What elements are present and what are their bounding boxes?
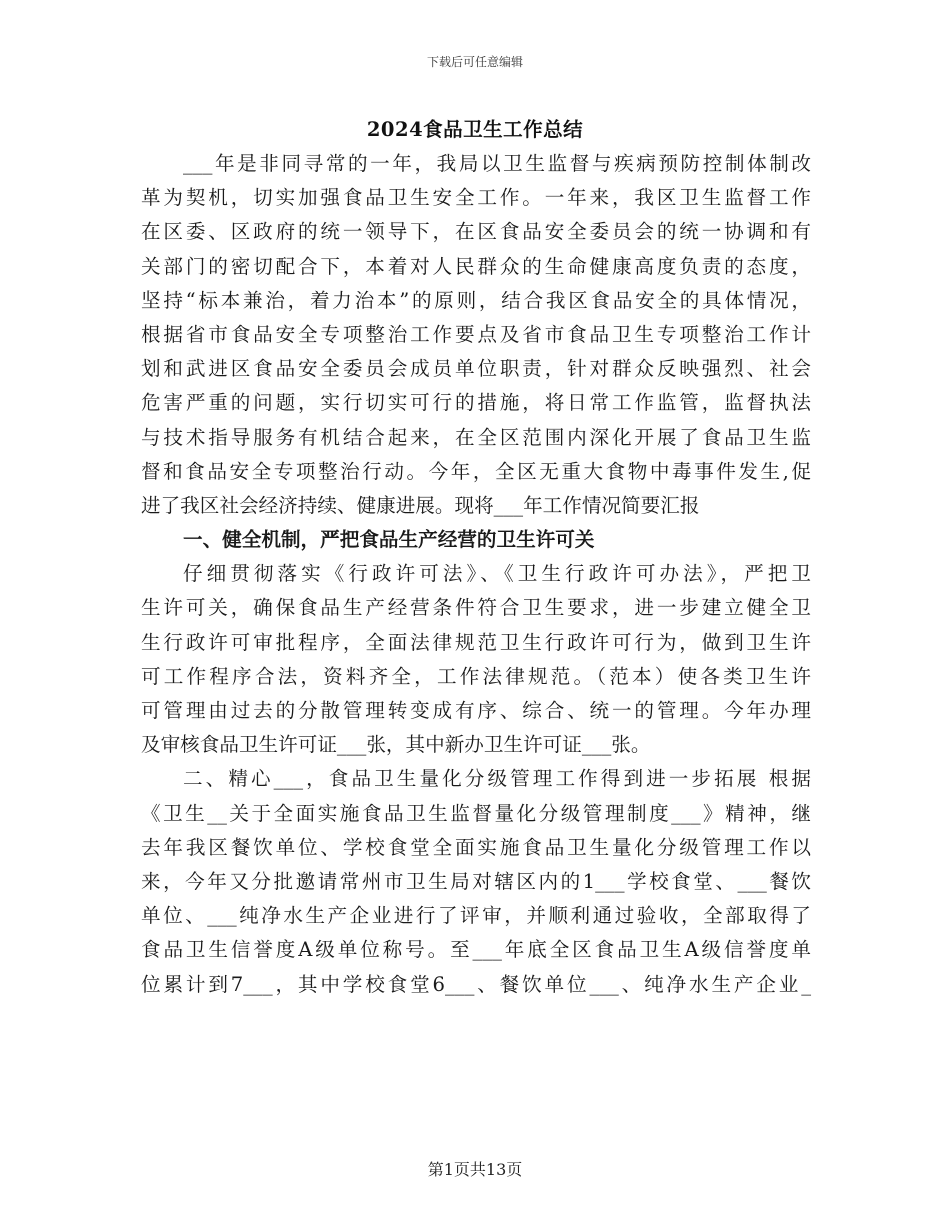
paragraph-1-line: 危害严重的问题，实行切实可行的措施，将日常工作监管，监督执法 bbox=[141, 391, 811, 415]
paragraph-1-line: 划和武进区食品安全委员会成员单位职责，针对群众反映强烈、社会 bbox=[141, 357, 811, 381]
paragraph-1-line: 根据省市食品安全专项整治工作要点及省市食品卫生专项整治工作计 bbox=[141, 322, 811, 346]
document-body bbox=[141, 147, 811, 1002]
paragraph-2-line: 仔细贯彻落实《行政许可法》、《卫生行政许可办法》，严把卫 bbox=[183, 562, 811, 586]
paragraph-3-line: 来，今年又分批邀请常州市卫生局对辖区内的1___学校食堂、___餐饮 bbox=[141, 869, 811, 893]
paragraph-1-line: 革为契机，切实加强食品卫生安全工作。一年来，我区卫生监督工作 bbox=[141, 186, 811, 210]
paragraph-3-line: 位累计到7___，其中学校食堂6___、餐饮单位___、纯净水生产企业_ bbox=[141, 972, 811, 996]
document-title: 2024食品卫生工作总结 bbox=[366, 118, 584, 141]
paragraph-2-line: 及审核食品卫生许可证___张，其中新办卫生许可证___张。 bbox=[141, 733, 651, 757]
paragraph-3-line: 去年我区餐饮单位、学校食堂全面实施食品卫生量化分级管理工作以 bbox=[141, 835, 811, 859]
section-heading-1: 一、健全机制，严把食品生产经营的卫生许可关 bbox=[183, 528, 595, 552]
paragraph-3-line: 食品卫生信誉度A级单位称号。至___年底全区食品卫生A级信誉度单 bbox=[141, 938, 811, 962]
paragraph-1-line: 与技术指导服务有机结合起来，在全区范围内深化开展了食品卫生监 bbox=[141, 425, 811, 449]
paragraph-2-line: 生许可关，确保食品生产经营条件符合卫生要求，进一步建立健全卫 bbox=[141, 596, 811, 620]
paragraph-3-line: 二、精心___，食品卫生量化分级管理工作得到进一步拓展 根据 bbox=[183, 767, 811, 791]
paragraph-2-line: 生行政许可审批程序，全面法律规范卫生行政许可行为，做到卫生许 bbox=[141, 630, 811, 654]
paragraph-1-line: 在区委、区政府的统一领导下，在区食品安全委员会的统一协调和有 bbox=[141, 220, 811, 244]
paragraph-1-line: 进了我区社会经济持续、健康进展。现将___年工作情况简要汇报 bbox=[141, 493, 700, 517]
paragraph-1-line: 坚持“标本兼治，着力治本”的原则，结合我区食品安全的具体情况， bbox=[141, 288, 811, 312]
paragraph-1-line: 督和食品安全专项整治行动。今年，全区无重大食物中毒事件发生,促 bbox=[141, 459, 811, 483]
paragraph-2-line: 可工作程序合法，资料齐全，工作法律规范。（范本）使各类卫生许 bbox=[141, 664, 811, 688]
header-note: 下载后可任意编辑 bbox=[426, 55, 523, 69]
paragraph-1-line: ___年是非同寻常的一年，我局以卫生监督与疾病预防控制体制改 bbox=[183, 152, 811, 175]
paragraph-2-line: 可管理由过去的分散管理转变成有序、综合、统一的管理。今年办理 bbox=[141, 699, 811, 722]
page-number-footer: 第1页共13页 bbox=[427, 1160, 523, 1179]
paragraph-3-line: 《卫生__关于全面实施食品卫生监督量化分级管理制度___》精神，继 bbox=[141, 801, 811, 825]
paragraph-1-line: 关部门的密切配合下，本着对人民群众的生命健康高度负责的态度， bbox=[141, 254, 811, 278]
paragraph-3-line: 单位、___纯净水生产企业进行了评审，并顺利通过验收，全部取得了 bbox=[141, 904, 811, 928]
